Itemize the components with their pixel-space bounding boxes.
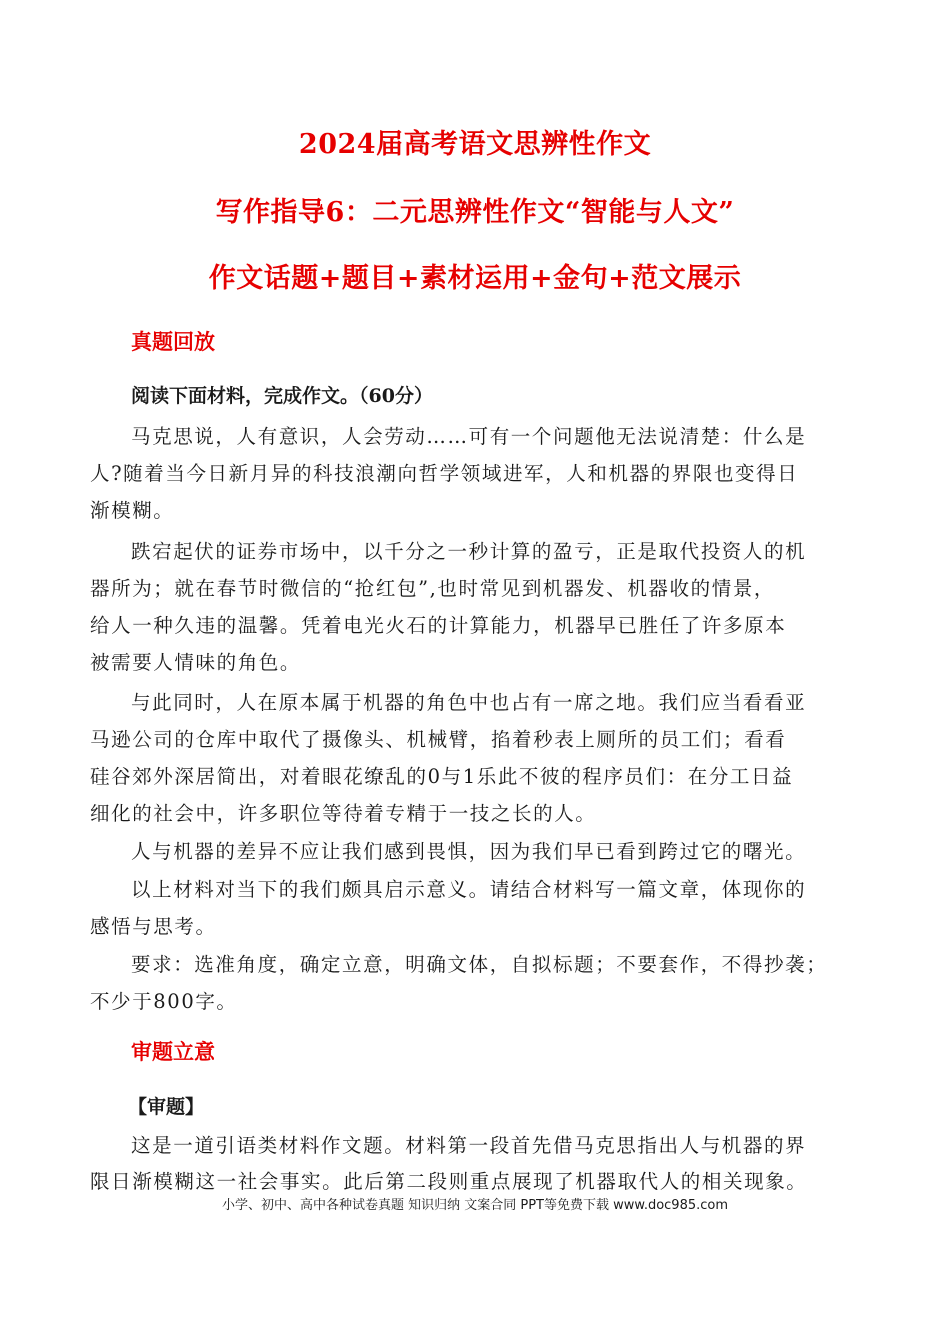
material-line: 人与机器的差异不应让我们感到畏惧，因为我们早已看到跨过它的曙光。	[131, 840, 807, 863]
subheading-analysis: 【审题】	[128, 1096, 205, 1118]
material-line: 被需要人情味的角色。	[90, 651, 302, 674]
material-line: 渐模糊。	[90, 499, 175, 522]
material-line: 以上材料对当下的我们颇具启示意义。请结合材料写一篇文章，体现你的	[131, 878, 807, 901]
requirement-line: 不少于800字。	[90, 990, 238, 1013]
document-title-line-2: 写作指导6：二元思辨性作文“智能与人文”	[215, 197, 735, 228]
requirement-line: 要求：选准角度，确定立意，明确文体，自拟标题；不要套作，不得抄袭；	[131, 953, 828, 976]
section-heading-topic-analysis: 审题立意	[131, 1039, 215, 1064]
essay-prompt-instruction: 阅读下面材料，完成作文。（60分）	[131, 385, 433, 407]
material-line: 硅谷郊外深居简出，对着眼花缭乱的0与1乐此不彼的程序员们：在分工日益	[90, 765, 794, 788]
material-line: 人?随着当今日新月异的科技浪潮向哲学领域进军，人和机器的界限也变得日	[90, 462, 799, 485]
material-line: 细化的社会中，许多职位等待着专精于一技之长的人。	[90, 802, 597, 825]
section-heading-past-question: 真题回放	[131, 329, 215, 354]
material-line: 感悟与思考。	[90, 915, 217, 938]
material-line: 器所为；就在春节时微信的“抢红包”,也时常见到机器发、机器收的情景，	[90, 577, 776, 600]
material-line: 马逊公司的仓库中取代了摄像头、机械臂，掐着秒表上厕所的员工们；看看	[90, 728, 787, 751]
material-line: 跌宕起伏的证券市场中，以千分之一秒计算的盈亏，正是取代投资人的机	[131, 540, 807, 563]
material-line: 给人一种久违的温馨。凭着电光火石的计算能力，机器早已胜任了许多原本	[90, 614, 787, 637]
page-footer: 小学、初中、高中各种试卷真题 知识归纳 文案合同 PPT等免费下载 www.doc985.com	[221, 1198, 729, 1213]
document-title-line-3: 作文话题+题目+素材运用+金句+范文展示	[208, 263, 742, 294]
analysis-line: 这是一道引语类材料作文题。材料第一段首先借马克思指出人与机器的界	[131, 1134, 807, 1157]
material-line: 与此同时，人在原本属于机器的角色中也占有一席之地。我们应当看看亚	[131, 691, 807, 714]
document-title-line-1: 2024届高考语文思辨性作文	[298, 129, 652, 160]
material-line: 马克思说，人有意识，人会劳动……可有一个问题他无法说清楚：什么是	[131, 425, 807, 448]
analysis-line: 限日渐模糊这一社会事实。此后第二段则重点展现了机器取代人的相关现象。	[90, 1170, 808, 1193]
